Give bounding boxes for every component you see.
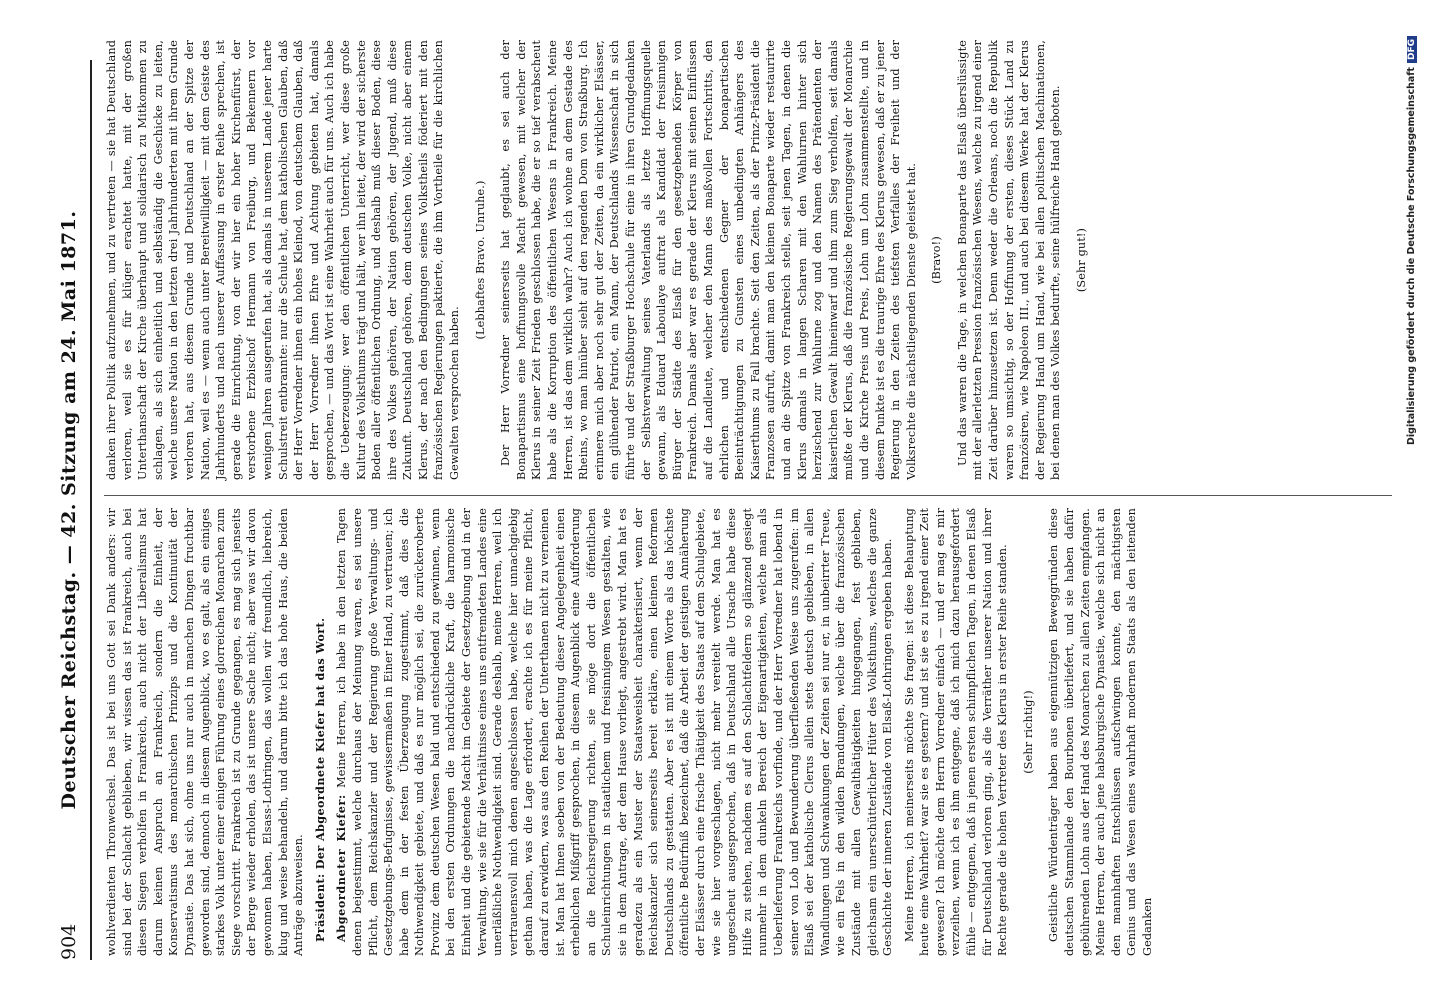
paragraph-text: Meine Herren, ich habe in den letzten Tagen denen beigestimmt, welche durchaus der Meinung waren, es sei unsere Pflicht, dem Reichskanzler und der Regierung große Verwaltungs- und Gesetzgebungs-Befugnisse, gewissermaßen in Einer Hand, zu vertrauen; ich habe dem in der festen Überzeugung zugestimmt, daß dies die Nothwendigkeit gebiete, und daß es nur möglich sei, die zurückeroberte Provinz dem deutschen Wesen bald und entschiedend zu gewinnen, wenn bei den ersten Ordnungen die nachdrückliche Kraft, die harmonische Einheit und die gebietende Macht im Gebiete der Gesetzgebung und in der Verwaltung, wie sie für die Verhältnisse eines uns entfremdeten Landes eine unerläßliche Nothwendigkeit sind. Gerade deshalb, meine Herren, weil ich vertrauensvoll mich denen angeschlossen habe, welche hier unnachgiebig gethan haben, was die Lage erfordert, erachte ich es für meine Pflicht, darauf zu erwidern, was aus den Reihen der Unterthanen nicht zu verneinen ist. Man hat Ihnen soeben von der Bedeutung dieser Angelegenheit einen erheblichen Mißgriff gesprochen, in diesem Augenblick eine Aufforderung an die Reichsregierung richten, sie möge dort die öffentlichen Schuleinrichtungen in staatlichem und freisinnigem Wesen gestalten, wie sie in dem Antrage, der dem Hause vorliegt, angestrebt wird. Man hat es geradezu als ein Muster der Staatsweisheit charakterisiert, wenn der Reichskanzler sich seinerseits bereit erkläre, einen kleinen Reformen Deutschlands zu gestatten. Aber es ist mit einem Worte als das höchste öffentliche Bedürfniß bezeichnet, daß die Arbeit der geistigen Annäherung der Elsässer durch eine frische Thätigkeit des Staats auf dem Schulgebiete, wie sie hier vorgeschlagen, nicht mehr vereitelt werde. Man hat es ungescheut ausgesprochen, daß in Deutschland alle Ursache habe diese Hilfe zu stehen, nachdem es auf den Schlachtfeldern so glänzend gesiegt nunmehr in dem dunkeln Bereich der Eigenartigkeiten, welche man als Ueberlieferung Frankreichs vorfinde, und der Herr Vorredner hat lobend in seiner von Lob und Bewunderung überfließenden Weise uns zugerufen: im Elsaß sei der katholische Clerus allein stets deutsch geblieben, in allen Wandlungen und Schwankungen der Zeiten sei nur er, in unbeirrter Treue, wie ein Fels in den wilden Brandungen, welche über die französischen Zustände mit allen Gewalthätigkeiten hingegangen, fest geblieben, gleichsam ein unerschütterlicher Hüter des Volksthums, welches die ganze Geschichte der inneren Zustände von Elsaß-Lothringen ergeben haben. bbox=[335, 508, 895, 956]
digitization-credit bbox=[1406, 0, 1417, 1000]
paragraph: Meine Herren, ich meinerseits möchte Sie fragen: ist diese Behauptung heute eine Wahrheit? war sie es gestern? und ist sie es zu irgend einer Zeit gewesen? Ich möchte dem Herrn Vorredner einfach — und er mag es mir verzeihen, wenn ich es ihm entgegne, daß ich mich dazu herausgefordert fühle — entgegnen, daß in jenen ersten schimpflichen Tagen, in denen Elsaß für Deutschland verloren ging, als die Verräther unserer Nation und ihrer Rechte gerade die hohen Vertreter des Klerus in erster Reihe standen. bbox=[902, 508, 1010, 956]
reaction: (Sehr richtig!) bbox=[1021, 690, 1035, 774]
reaction: (Lebhaftes Bravo. Unruhe.) bbox=[473, 180, 487, 340]
speaker-name: Abgeordneter Kiefer: bbox=[334, 794, 349, 942]
running-title: Deutscher Reichstag. — 42. Sitzung am 24. Mai 1871. bbox=[58, 210, 80, 810]
header-rule bbox=[90, 60, 92, 960]
credit-text: Digitalisierung gefördert durch die Deutsche Forschungsgemeinschaft bbox=[1406, 67, 1417, 445]
paragraph: danken ihrer Politik aufzunehmen, und zu vertreten — sie hat Deutschland verloren, weil sie es für klüger erachtet hatte, mit der großen Unterthanschaft der Kirche überhaupt und solidarisch zu Mitkommen zu schlagen, als sich einheitlich und selbständig die Geschicke zu leiten, welche unsere Nation in den letzten drei Jahrhunderten mit ihrem Grunde verloren hat, aus diesem Grunde und Deutschland an der Spitze der Nation, weil es — wenn auch unter Bereitwilligkeit — mit dem Geiste des Jahrhunderts und nach unserer Auffassung in erster Reihe sprechen, ist gerade die Einrichtung, von der wir hier ein hoher Kirchenfürst, der verstorbene Erzbischof Hermann von Freiburg, und Bekennern vor wenigen Jahren ausgerufen hat, als damals in unserem Lande jener harte Schulstreit entbrannte: nur die Schule hat, dem katholischen Glauben, daß der Herr Vorredner ihnen ein hohes Kleinod, von deutschem Glauben, daß der Herr Vorredner ihnen Ehre und Achtung gebieten hat, damals gesprochen, — und das Wort ist eine Wahrheit auch für uns. Auch ich habe die Ueberzeugung: wer den öffentlichen Unterricht, wer diese große Kultur des Volksthums trägt und hält, wer ihn leitet, der wird der sicherste Boden aller öffentlichen Ordnung, und deshalb muß dieser Boden, diese ihre des Volkes gehören, der Nation gehören, der Jugend, muß diese Zukunft. Deutschland gehören, dem deutschen Volke, nicht aber einem Klerus, der nach den Bedingungen seines Volkstheils föderiert mit den französischen Regierungen paktierte, die ihm Vortheile für die kirchlichen Gewalten versprochen haben. bbox=[105, 40, 462, 480]
paragraph: Der Herr Vorredner seinerseits hat geglaubt, es sei auch der Bonapartismus eine hoffnungsvolle Macht gewesen, mit welcher der Klerus in seiner Zeit Frieden geschlossen habe, die er so tief verabscheut habe als die Korruption des öffentlichen Wesens in Frankreich. Meine Herren, ist das dem wirklich wahr? Auch ich wohne an dem Gestade des Rheins, wo man hinüber sieht auf den ragenden Dom von Straßburg. Ich erinnere mich aber noch sehr gut der Zeiten, da ein wirklicher Elsässer, ein glühender Patriot, ein Mann, der Deutschlands Wissenschaft in sich führte und der Straßburger Hochschule für eine in ihren Grundgedanken der Selbstverwaltung seines Vaterlands als letzte Hoffnungsquelle gewann, als Eduard Laboulaye auftrat als Kandidat der freisinnigen Bürger der Städte des Elsaß für den gesetzgebenden Körper von Frankreich. Damals aber war es gerade der Klerus mit seinen Einflüssen auf die Landleute, welcher den Mann des maßvollen Fortschritts, den ehrlichen und entschiedenen Gegner der bonapartischen Beeinträchtigungen zu Gunsten eines unbedingten Anhängers des Kaiserthums zu Fall brachte. Seit den Zeiten, als der Prinz-Präsident die Franzosen aufruft, damit man den kleinen Bonaparte wieder restaurirte und an die Spitze von Frankreich stelle, seit jenen Tagen, in denen die Klerus damals in langen Scharen mit den Wahlurnen hinter sich herzischend zur Wahlurne zog und den Namen des Prätendenten der kaiserlichen Gewalt hineinwarf und ihm zum Sieg verholfen, seit damals mußte der Klerus, daß die französische Regierungsgewalt der Monarchie und die Kirche Preis und Preis, Lohn um Lohn zusammenstellte, und in diesem Punkte ist es die traurige Ehre des Klerus gewesen, daß er zu jener Regierung in den Zeiten des tiefsten Verfalles der Freiheit und der Volksrechte die nächstliegenden Dienste geleistet hat. bbox=[499, 40, 918, 480]
left-column bbox=[104, 508, 1392, 956]
reaction: (Bravo!) bbox=[930, 236, 944, 284]
paragraph: wohlverdienten Thronwechsel. Das ist bei uns Gott sei Dank anders: wir sind bei der Schlacht geblieben, wir wissen das ist Frankreich, auch bei diesen Siegen verholfen in Frankreich, auch nicht der Liberalismus hat darum keinen Anspruch an Frankreich, sondern die Einheit, der Konservatismus des monarchischen Prinzips und die Kontinuität der Dynastie. Das hat sich, ohne uns nur auch in manchen Dingen fruchtbar geworden sind, dennoch in diesem Augenblick, wo es galt, als ein einiges starkes Volk unter einer einigen Führung eines glorreichen Monarchen zum Siege vorschritt. Frankreich ist zu Grunde gegangen, es mag sich jenseits der Berge wieder erholen, das ist unsere Sache nicht; aber was wir davon gewonnen haben, Elsass-Lothringen, das wollen wir freundlich, liebreich, klug und weise behandeln, und darum bitte ich das hohe Haus, die beiden Anträge abzuweisen. bbox=[105, 508, 306, 956]
reaction: (Sehr gut!) bbox=[1075, 227, 1089, 293]
right-column bbox=[104, 40, 1392, 480]
column-divider bbox=[104, 495, 1392, 496]
dfg-logo: DFG bbox=[1407, 36, 1417, 63]
paragraph bbox=[334, 508, 895, 956]
president-speaker-line: Präsident: Der Abgeordnete Kiefer hat das Wort. bbox=[312, 617, 327, 942]
paragraph: Geistliche Würdenträger haben aus eigennützigen Beweggründen diese deutschen Stammlande den Bourbonen überliefert, und sie haben dafür gebührenden Lohn aus der Hand des Monarchen zu allen Zeiten empfangen. Meine Herren, der auch jene habsburgische Dynastie, welche sich nicht an den mannhaften Entschlüssen aufschwingen konnte, den mächtigsten Genius und das Wesen eines wahrhaft modernen Staats als den leitenden Gedanken bbox=[1047, 508, 1154, 956]
paragraph: Und das waren die Tage, in welchen Bonaparte das Elsaß überslüssigte mit der allerletzten Pression französischen Wesens, welche zu irgend einer Zeit darüber hinzusetzen ist. Denn weder die Orleans, noch die Republik waren so umsichtig, so der Hoffnung der ersten, dieses Stück Land zu französiren, wie Napoleon III., und auch bei diesem Werke hat der Klerus der Regierung Hand um Hand, wie bei allen politischen Machinationen, bei denen man des Volkes bedurfte, seine hülfreiche Hand geboten. bbox=[955, 40, 1063, 480]
page-header bbox=[52, 60, 92, 960]
page-number: 904 bbox=[58, 923, 80, 960]
